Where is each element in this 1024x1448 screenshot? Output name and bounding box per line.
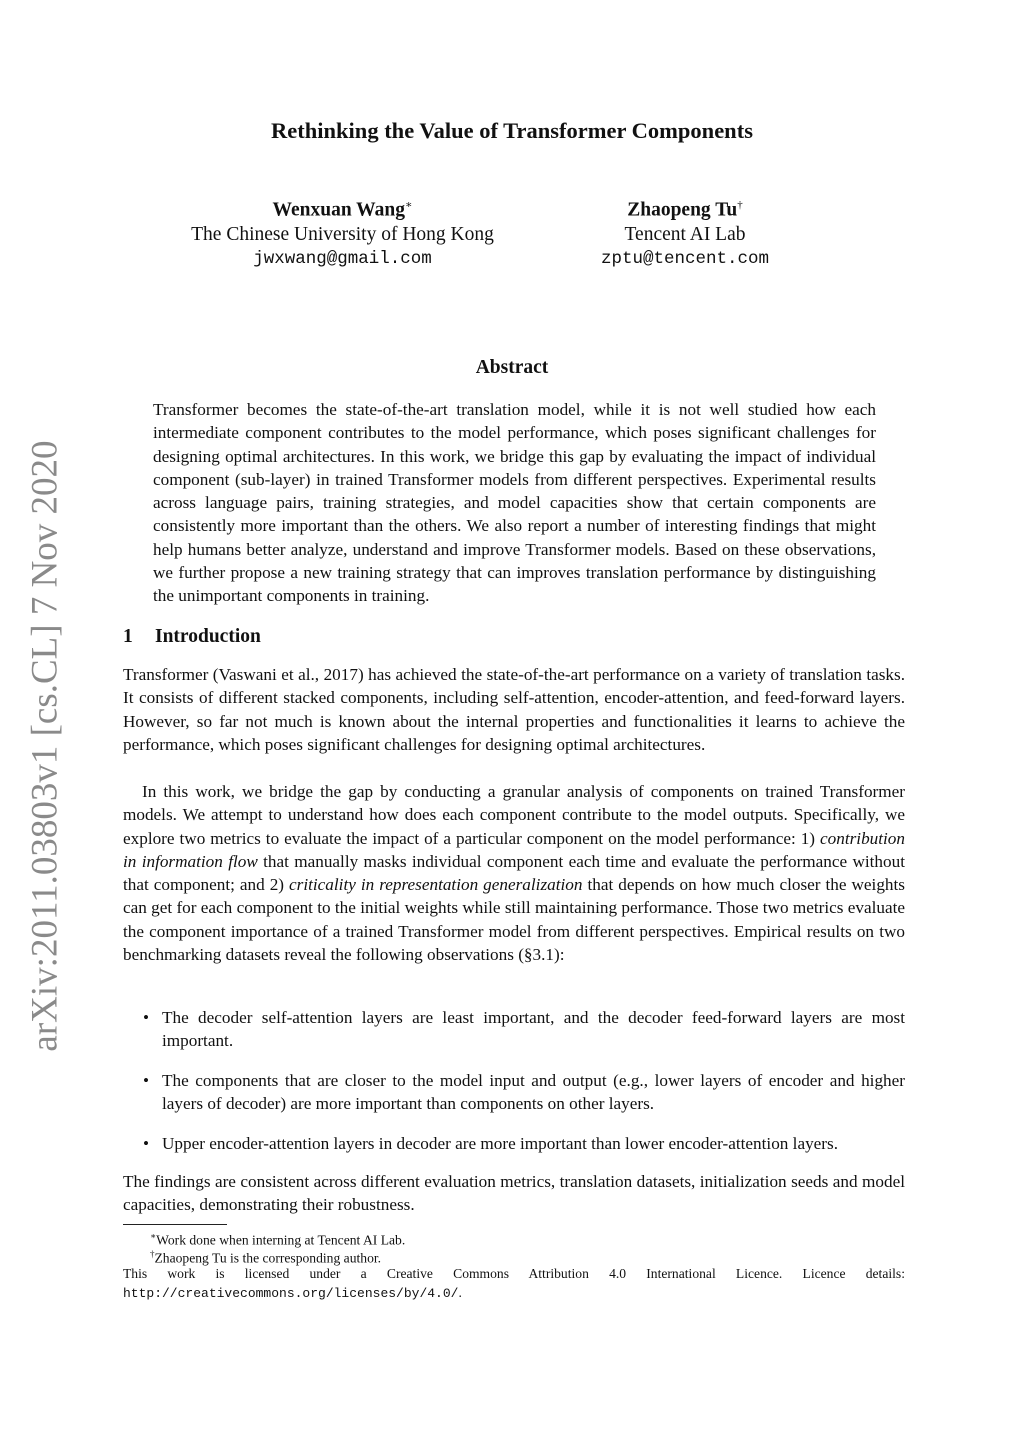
- text-run: that manually masks individual component each time and evaluate the performance without that component; and 2): [123, 851, 905, 895]
- footnote-mark: †: [150, 1249, 155, 1259]
- abstract-text: Transformer becomes the state-of-the-art translation model, while it is not well studied how each intermediate component contributes to the model performance, which poses significant challenges for designing optimal architectures. In this work, we bridge this gap by evaluating the impact of individual component (sub-layer) in trained Transformer models from different perspectives. Experimental results across language pairs, training strategies, and model capacities show that certain components are consistently more important than the others. We also report a number of interesting findings that might help humans better analyze, understand and improve Transformer models. Based on these observations, we further propose a new training strategy that can improves translation performance by distinguishing the unimportant components in training.: [153, 400, 876, 606]
- author-email[interactable]: jwxwang@gmail.com: [253, 248, 432, 269]
- footnote-mark: ∗: [150, 1231, 157, 1241]
- section-title: Introduction: [155, 626, 261, 647]
- footnote-text: Work done when interning at Tencent AI Lab.: [156, 1232, 406, 1248]
- abstract-heading: Abstract: [475, 357, 549, 378]
- metric-name-1: contribution in information flow: [123, 828, 905, 871]
- license-note: [123, 1264, 905, 1303]
- list-item-text: Upper encoder-attention layers in decoder are more important than lower encoder-attention layers.: [162, 1134, 839, 1154]
- author-block-2: [560, 193, 810, 271]
- intro-paragraph-2: [123, 780, 905, 966]
- intro-paragraph-3: The findings are consistent across different evaluation metrics, translation datasets, initialization seeds and model capacities, demonstrating their robustness.: [123, 1172, 905, 1215]
- section-number: 1: [123, 626, 133, 647]
- bullet-icon: •: [143, 1008, 150, 1027]
- author-email[interactable]: zptu@tencent.com: [600, 248, 770, 269]
- text-run: that depends on how much closer the weights can get for each component to the initial weights while still maintaining performance. Those two metrics evaluate the component importance of a trained Transformer model from different perspectives. Empirical results on two benchmarking datasets reveal the following observations (§3.1):: [123, 875, 905, 965]
- list-item-text: The decoder self-attention layers are least important, and the decoder feed-forward layers are most important.: [162, 1008, 905, 1051]
- license-url-link[interactable]: http://creativecommons.org/licenses/by/4.0/: [123, 1286, 459, 1301]
- list-item: [143, 1069, 905, 1116]
- bullet-icon: •: [143, 1134, 150, 1154]
- intro-paragraph-1: Transformer (Vaswani et al., 2017) has achieved the state-of-the-art performance on a variety of translation tasks. It consists of different stacked components, including self-attention, encoder-attention, and feed-forward layers. However, so far not much is known about the internal properties and functionalities it learns to achieve the performance, which poses significant challenges for designing optimal architectures.: [123, 665, 905, 754]
- author-name: Wenxuan Wang: [272, 199, 405, 221]
- author-block-1: [160, 193, 525, 271]
- author-footnote-mark: †: [737, 199, 743, 211]
- list-item: [143, 1132, 905, 1155]
- paper-title: Rethinking the Value of Transformer Components: [271, 118, 753, 143]
- list-item: [143, 1006, 905, 1053]
- author-affiliation: Tencent AI Lab: [624, 223, 746, 245]
- license-end: .: [458, 1285, 462, 1300]
- author-affiliation: The Chinese University of Hong Kong: [191, 223, 494, 245]
- section-heading-introduction: [123, 626, 261, 648]
- text-run: In this work, we bridge the gap by conducting a granular analysis of components on trained Transformer models. We attempt to understand how does each component contribute to the model outputs. Specifically, we explore two metrics to evaluate the impact of a particular component on the model performance: 1): [123, 782, 905, 848]
- arxiv-identifier-stamp: arXiv:2011.03803v1 [cs.CL] 7 Nov 2020: [24, 440, 66, 1052]
- list-item-text: The components that are closer to the model input and output (e.g., lower layers of encoder and higher layers of decoder) are more important than components on other layers.: [162, 1071, 905, 1114]
- footnote-text: Zhaopeng Tu is the corresponding author.: [154, 1250, 382, 1266]
- bullet-icon: •: [143, 1071, 150, 1091]
- footnote-divider: [123, 1224, 227, 1225]
- author-footnote-mark: ∗: [404, 199, 413, 211]
- metric-name-2: criticality in representation generalization: [289, 875, 583, 895]
- license-text: This work is licensed under a Creative Commons Attribution 4.0 International Licence. Licence details:: [123, 1266, 905, 1281]
- observations-list: [143, 1006, 905, 1172]
- author-name: Zhaopeng Tu: [627, 199, 738, 221]
